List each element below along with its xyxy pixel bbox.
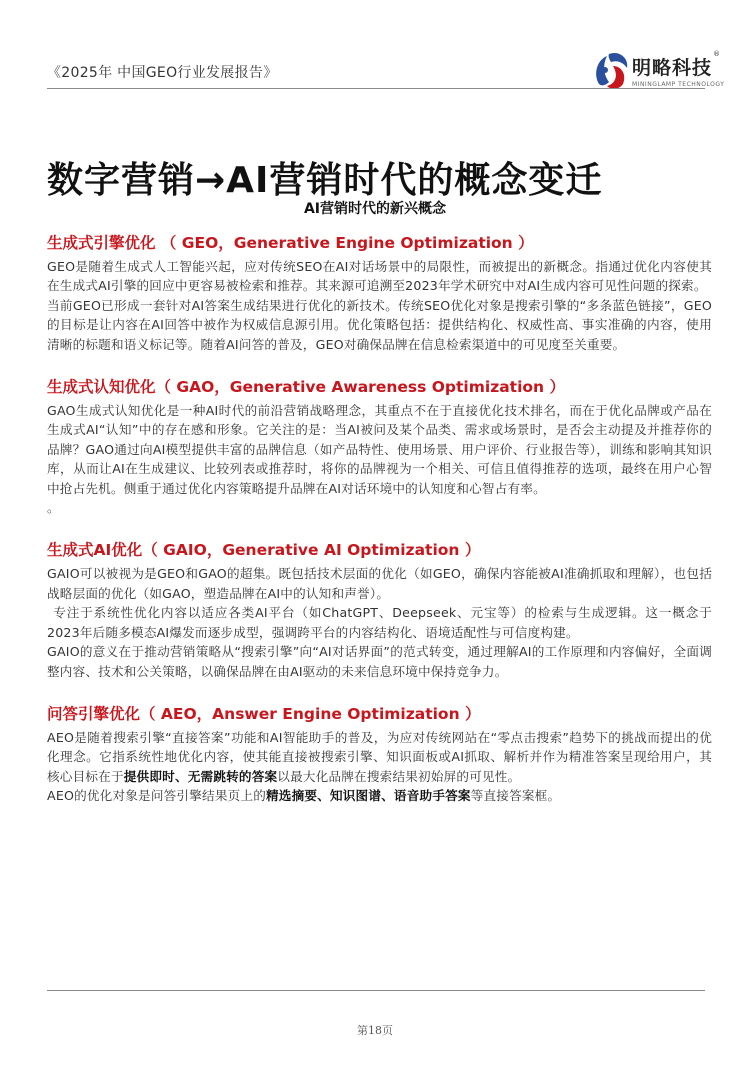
paragraph: 。 xyxy=(47,500,60,516)
paragraph: 当前GEO已形成一套针对AI答案生成结果进行优化的新技术。传统SEO优化对象是搜索引擎的“多条蓝色链接”，GEO的目标是让内容在AI回答中被作为权威信息源引用。优化策略包括：提供结构化、权威性高、事实准确的内容，使用清晰的标题和语义标记等。随着AI问答的普及，GEO对确保品牌在信息检索渠道中的可见度至关重要。 xyxy=(47,297,712,352)
report-title: 《2025年 中国GEO行业发展报告》 xyxy=(47,65,278,81)
emphasis-text: 精选摘要、知识图谱、语音助手答案 xyxy=(266,788,471,804)
section-gaio xyxy=(47,539,712,680)
footer-divider xyxy=(47,990,705,991)
paragraph: GAO生成式认知优化是一种AI时代的前沿营销战略理念，其重点不在于直接优化技术排名，而在于优化品牌或产品在生成式AI“认知”中的存在感和形象。它关注的是：当AI被问及某个品类、需求或场景时，是否会主动提及并推荐你的品牌？GAO通过向AI模型提供丰富的品牌信息（如产品特性、使用场景、用户评价、行业报告等），训练和影响其知识库，从而让AI在生成建议、比较列表或推荐时，将你的品牌视为一个相关、可信且值得推荐的选项，最终在用户心智中抢占先机。侧重于通过优化内容策略提升品牌在AI对话环境中的认知度和心智占有率。 xyxy=(47,403,712,496)
paragraph-text: AEO的优化对象是问答引擎结果页上的 xyxy=(47,788,266,804)
section-aeo xyxy=(47,703,712,806)
section-gao xyxy=(47,376,712,517)
content xyxy=(47,232,712,828)
paragraph-text: 以最大化品牌在搜索结果初始屏的可见性。 xyxy=(277,768,521,784)
logo-name-cn: 明略科技 xyxy=(632,57,713,79)
logo-mark-icon xyxy=(591,48,631,92)
paragraph: GAIO可以被视为是GEO和GAO的超集。既包括技术层面的优化（如GEO，确保内容能被AI准确抓取和理解），也包括战略层面的优化（如GAO，塑造品牌在AI中的认知和声誉）。 xyxy=(47,566,712,601)
paragraph xyxy=(47,728,712,786)
logo-registered-mark: ® xyxy=(713,50,720,58)
section-heading-aeo: 问答引擎优化（ AEO，Answer Engine Optimization ） xyxy=(47,704,481,723)
page-title: 数字营销→AI营销时代的概念变迁 xyxy=(47,160,603,202)
section-geo xyxy=(47,232,712,354)
logo-name-en: MININGLAMP TECHNOLOGY xyxy=(632,81,725,88)
paragraph xyxy=(47,786,712,805)
section-heading-gao: 生成式认知优化（ GAO，Generative Awareness Optimization ） xyxy=(47,378,565,397)
emphasis-text: 提供即时、无需跳转的答案 xyxy=(123,768,278,784)
paragraph: GEO是随着生成式人工智能兴起，应对传统SEO在AI对话场景中的局限性，而被提出的新概念。指通过优化内容使其在生成式AI引擎的回应中更容易被检索和推荐。其来源可追溯至2023年学术研究中对AI生成内容可见性问题的探索。 xyxy=(47,259,712,294)
paragraph-text: 等直接答案框。 xyxy=(470,788,561,804)
header-divider xyxy=(47,88,705,89)
page-header xyxy=(0,0,750,100)
subtitle: AI营销时代的新兴概念 xyxy=(303,201,447,217)
paragraph: GAIO的意义在于推动营销策略从“搜索引擎”向“AI对话界面”的范式转变，通过理解AI的工作原理和内容偏好，全面调整内容、技术和公关策略，以确保品牌在由AI驱动的未来信息环境中保持竞争力。 xyxy=(47,644,712,679)
page-number: 第18页 xyxy=(357,1024,393,1037)
section-heading-geo: 生成式引擎优化 （ GEO，Generative Engine Optimization ） xyxy=(47,234,534,252)
paragraph-text: AEO是随着搜索引擎“直接答案”功能和AI智能助手的普及，为应对传统网站在“零点击搜索”趋势下的挑战而提出的优化理念。它指系统性地优化内容，使其能直接被搜索引擎、知识面板或AI抓取、解析并作为精准答案呈现给用户，其核心目标在于 xyxy=(47,729,712,784)
paragraph: 专注于系统性优化内容以适应各类AI平台（如ChatGPT、Deepseek、元宝等）的检索与生成逻辑。这一概念于2023年后随多模态AI爆发而逐步成型，强调跨平台的内容结构化、语境适配性与可信度构建。 xyxy=(47,605,712,640)
section-heading-gaio: 生成式AI优化（ GAIO，Generative AI Optimization ） xyxy=(47,541,481,560)
